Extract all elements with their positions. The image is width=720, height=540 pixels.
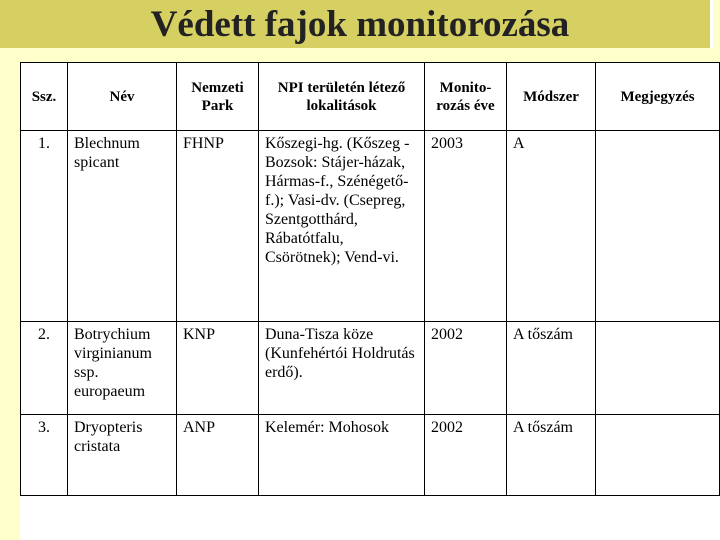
species-table xyxy=(20,62,720,496)
cell-nev: Dryopteris cristata xyxy=(68,415,177,496)
cell-megjegyzes xyxy=(596,131,720,322)
cell-ssz: 2. xyxy=(21,322,68,415)
cell-modszer: A tőszám xyxy=(507,415,596,496)
cell-modszer: A tőszám xyxy=(507,322,596,415)
table-header-row xyxy=(21,63,720,131)
cell-lokalitas: Duna-Tisza köze (Kunfehértói Holdrutás erdő). xyxy=(259,322,425,415)
cell-ssz: 1. xyxy=(21,131,68,322)
cell-park: ANP xyxy=(177,415,259,496)
header-lokalitas: NPI területén létező lokalitások xyxy=(259,63,425,131)
header-park: Nemzeti Park xyxy=(177,63,259,131)
cell-megjegyzes xyxy=(596,322,720,415)
cell-megjegyzes xyxy=(596,415,720,496)
header-ssz: Ssz. xyxy=(21,63,68,131)
table-row xyxy=(21,322,720,415)
cell-nev: Botrychium virginianum ssp. europaeum xyxy=(68,322,177,415)
cell-ev: 2002 xyxy=(425,322,507,415)
header-megjegyzes: Megjegyzés xyxy=(596,63,720,131)
cell-modszer: A xyxy=(507,131,596,322)
cell-lokalitas: Kelemér: Mohosok xyxy=(259,415,425,496)
slide-title: Védett fajok monitorozása xyxy=(150,4,570,45)
cell-lokalitas: Kőszegi-hg. (Kőszeg -Bozsok: Stájer-házak, Hármas-f., Szénégető-f.); Vasi-dv. (Csepreg, Szentgotthárd, Rábatótfalu, Csörötnek); Vend-vi. xyxy=(259,131,425,322)
header-nev: Név xyxy=(68,63,177,131)
cell-ev: 2002 xyxy=(425,415,507,496)
cell-ev: 2003 xyxy=(425,131,507,322)
table-row xyxy=(21,415,720,496)
cell-nev: Blechnum spicant xyxy=(68,131,177,322)
header-ev: Monito-rozás éve xyxy=(425,63,507,131)
header-modszer: Módszer xyxy=(507,63,596,131)
table-row xyxy=(21,131,720,322)
cell-park: FHNP xyxy=(177,131,259,322)
cell-ssz: 3. xyxy=(21,415,68,496)
cell-park: KNP xyxy=(177,322,259,415)
